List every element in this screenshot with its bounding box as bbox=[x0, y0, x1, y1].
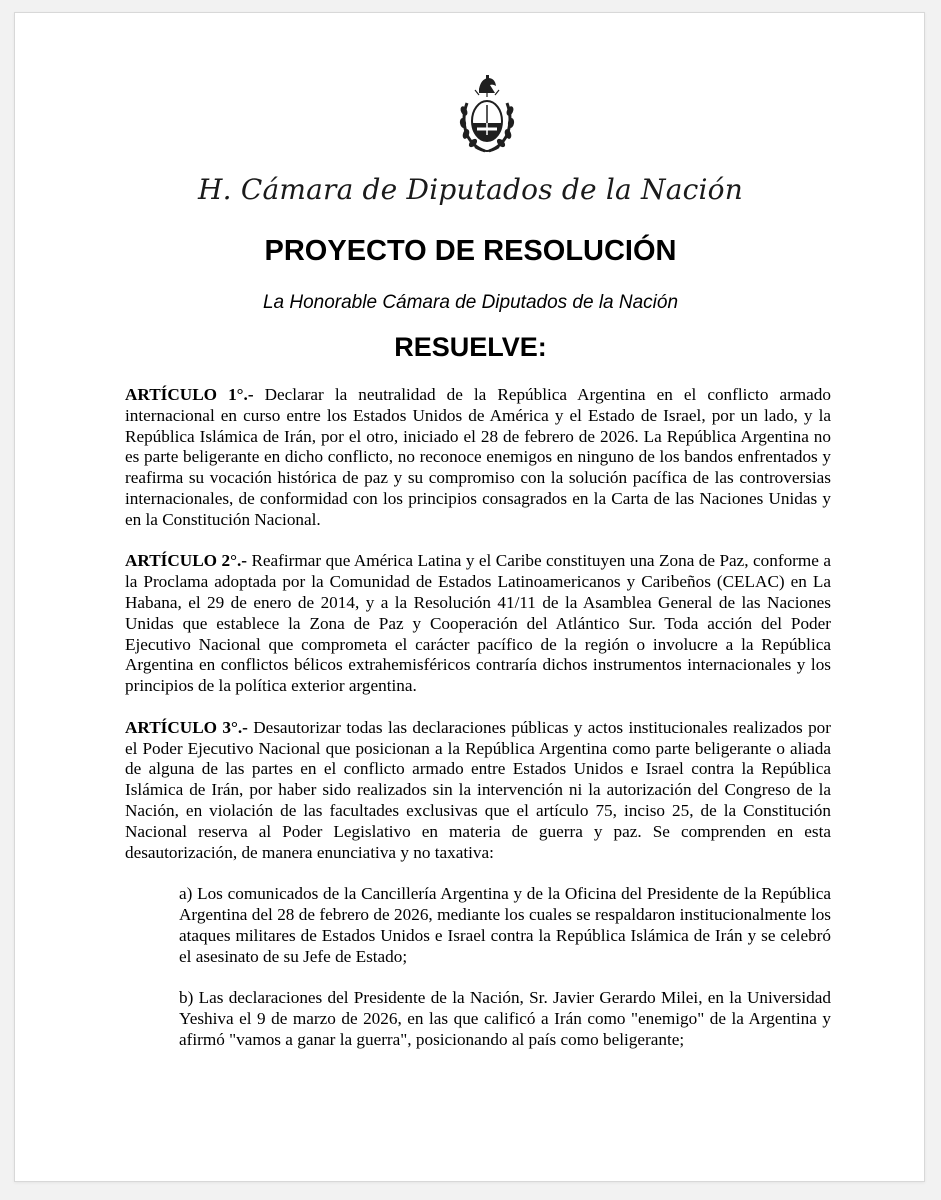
document-body bbox=[125, 385, 831, 1071]
document-subtitle: La Honorable Cámara de Diputados de la Nación bbox=[262, 292, 679, 313]
article-text: Reafirmar que América Latina y el Caribe constituyen una Zona de Paz, conforme a la Proclama adoptada por la Comunidad de Estados Latinoamericanos y Caribeños (CELAC) en La Habana, el 29 de enero de 2014, y a la Resolución 41/11 de la Asamblea General de las Naciones Unidas que establece la Zona de Paz y Cooperación del Atlántico Sur. Toda acción del Poder Ejecutivo Nacional que comprometa el carácter pacífico de la región o involucre a la República Argentina en conflictos bélicos extrahemisféricos contraría dichos instrumentos internacionales y los principios de la política exterior argentina. bbox=[125, 551, 831, 696]
resolves-heading: RESUELVE: bbox=[394, 332, 547, 362]
chamber-name: H. Cámara de Diputados de la Nación bbox=[198, 173, 743, 206]
list-item-a: a) Los comunicados de la Cancillería Argentina y de la Oficina del Presidente de la República Argentina del 28 de febrero de 2026, mediante los cuales se respaldaron institucionalmente los ataques militares de Estados Unidos e Israel contra la República Islámica de Irán y se celebró el asesinato de su Jefe de Estado; bbox=[179, 884, 831, 966]
article-3 bbox=[125, 718, 831, 864]
article-1 bbox=[125, 385, 831, 531]
article-text: Declarar la neutralidad de la República Argentina en el conflicto armado internacional en curso entre los Estados Unidos de América y el Estado de Israel, por un lado, y la República Islámica de Irán, por el otro, iniciado el 28 de febrero de 2026. La República Argentina no es parte beligerante en dicho conflicto, no reconoce enemigos en ninguno de los bandos enfrentados y reafirma su vocación histórica de paz y su compromiso con la solución pacífica de las controversias internacionales, de conformidad con los principios consagrados en la Carta de las Naciones Unidas y en la Constitución Nacional. bbox=[125, 385, 831, 529]
article-text: Desautorizar todas las declaraciones públicas y actos institucionales realizados por el Poder Ejecutivo Nacional que posicionan a la República Argentina como parte beligerante o aliada de alguna de las partes en el conflicto armado entre Estados Unidos e Israel contra la República Islámica de Irán, por haber sido realizados sin la intervención ni la autorización del Congreso de la Nación, en violación de las facultades exclusivas que el artículo 75, inciso 25, de la Constitución Nacional reserva al Poder Legislativo en materia de guerra y paz. Se comprenden en esta desautorización, de manera enunciativa y no taxativa: bbox=[125, 717, 831, 862]
argentina-coat-of-arms-icon bbox=[457, 71, 517, 155]
article-2 bbox=[125, 551, 831, 697]
document-page bbox=[14, 12, 925, 1182]
list-item-b: b) Las declaraciones del Presidente de la Nación, Sr. Javier Gerardo Milei, en la Universidad Yeshiva el 9 de marzo de 2026, en las que calificó a Irán como "enemigo" de la Argentina y afirmó "vamos a ganar la guerra", posicionando al país como beligerante; bbox=[179, 988, 831, 1049]
document-title: PROYECTO DE RESOLUCIÓN bbox=[264, 235, 677, 267]
article-label: ARTÍCULO 3°.- bbox=[125, 717, 248, 737]
article-label: ARTÍCULO 1°.- bbox=[125, 385, 254, 404]
article-label: ARTÍCULO 2°.- bbox=[125, 551, 247, 571]
